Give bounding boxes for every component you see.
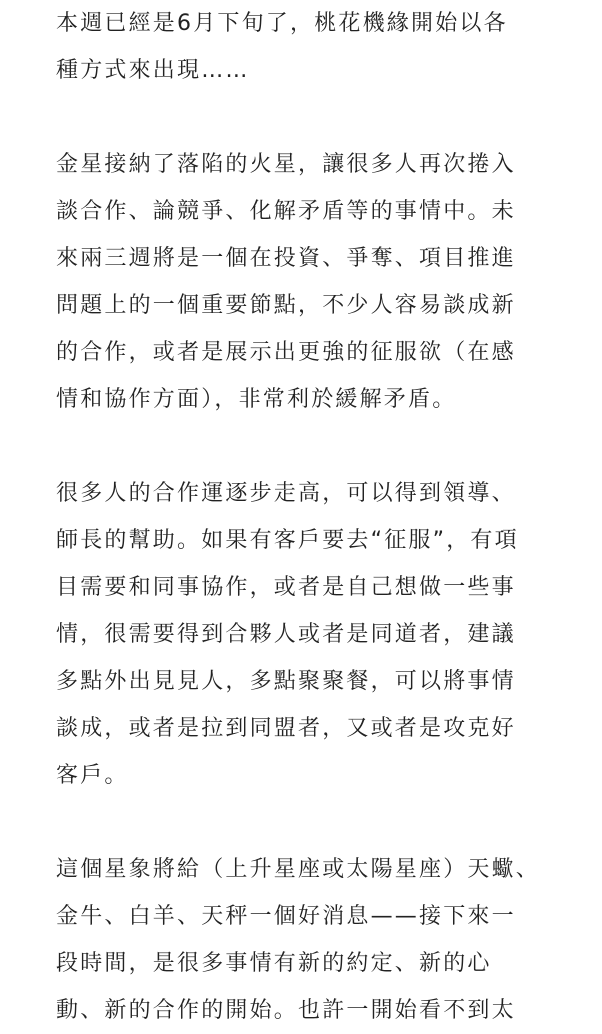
text-line: 段時間，是很多事情有新的約定、新的心: [56, 951, 492, 976]
article-body: [56, 0, 556, 1034]
text-line: 多點外出見見人，多點聚聚餐，可以將事情: [56, 669, 516, 694]
text-line: 問題上的一個重要節點，不少人容易談成新: [56, 293, 516, 318]
paragraph-1: [56, 0, 556, 94]
text-line: 金星接納了落陷的火星，讓很多人再次捲入: [56, 152, 516, 177]
text-line: 師長的幫助。如果有客戶要去“征服”，有項: [56, 528, 519, 553]
paragraph-gap: [56, 799, 556, 846]
text-line: 很多人的合作運逐步走高，可以得到領導、: [56, 481, 516, 506]
text-line: 情和協作方面），非常利於緩解矛盾。: [56, 387, 457, 412]
paragraph-3: [56, 470, 556, 799]
paragraph-gap: [56, 94, 556, 141]
text-line: 談合作、論競爭、化解矛盾等的事情中。未: [56, 199, 516, 224]
paragraph-gap: [56, 423, 556, 470]
text-line: 這個星象將給（上升星座或太陽星座）天蠍、: [56, 857, 541, 882]
text-line: 來兩三週將是一個在投資、爭奪、項目推進: [56, 246, 516, 271]
text-line: 情，很需要得到合夥人或者是同道者，建議: [56, 622, 516, 647]
text-line: 種方式來出現……: [56, 58, 250, 83]
text-line: 客戶。: [56, 763, 129, 788]
text-line: 動、新的合作的開始。也許一開始看不到太: [56, 998, 516, 1023]
paragraph-2: [56, 141, 556, 423]
text-line: 金牛、白羊、天秤一個好消息——接下來一: [56, 904, 516, 929]
text-line: 的合作，或者是展示出更強的征服欲（在感: [56, 340, 516, 365]
text-line: 本週已經是6月下旬了，桃花機緣開始以各: [56, 11, 508, 36]
text-line: 談成，或者是拉到同盟者，又或者是攻克好: [56, 716, 516, 741]
paragraph-4: [56, 846, 556, 1034]
text-line: 目需要和同事協作，或者是自己想做一些事: [56, 575, 516, 600]
